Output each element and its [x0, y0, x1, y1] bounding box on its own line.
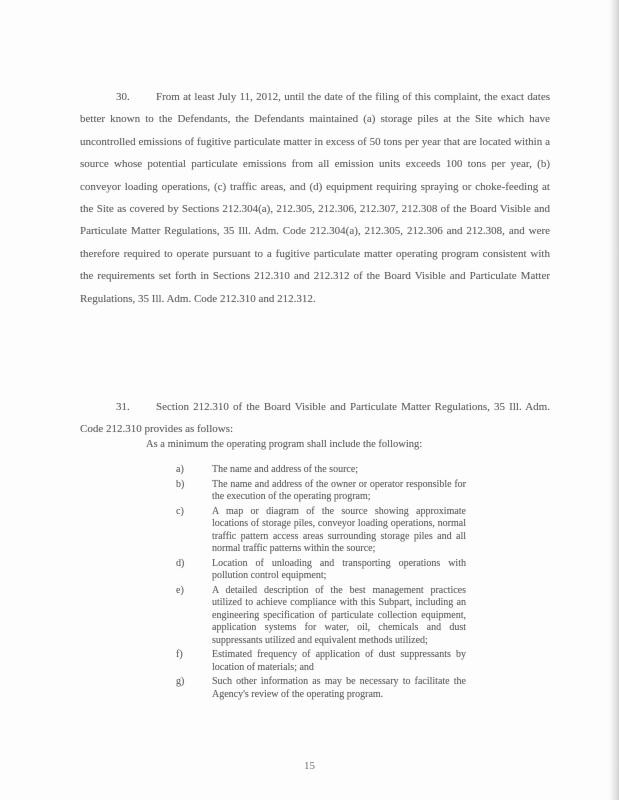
- list-item: [176, 558, 466, 583]
- list-marker: f): [176, 649, 183, 660]
- list-item-text: The name and address of the source;: [212, 464, 359, 475]
- list-marker: g): [176, 676, 185, 687]
- list-item-text: Such other information as may be necessary to facilitate the Agency's review of the operating program.: [212, 676, 466, 700]
- list-marker: d): [176, 557, 185, 569]
- list-item: [176, 649, 466, 674]
- quote-intro: As a minimum the operating program shall include the following:: [146, 439, 423, 450]
- paragraph-text: From at least July 11, 2012, until the date of the filing of this complaint, the exact dates better known to the Defendants, the Defendants maintained (a) storage piles at the Site which have uncontrolled emissions of fugitive particulate matter in excess of 50 tons per year that are located within a source whose potential particulate emissions from all emission units exceeds 100 tons per year, (b) conveyor loading operations, (c) traffic areas, and (d) equipment requiring spraying or choke-feeding at the Site as covered by Sections 212.304(a), 212.305, 212.306, 212.307, 212.308 of the Board Visible and Particulate Matter Regulations, 35 Ill. Adm. Code 212.304(a), 212.305, 212.306 and 212.308, and were therefore required to operate pursuant to a fugitive particulate matter operating program consistent with the requirements set forth in Sections 212.310 and 212.312 of the Board Visible and Particulate Matter Regulations, 35 Ill. Adm. Code 212.310 and 212.312.: [80, 91, 550, 305]
- requirements-list: [176, 464, 466, 703]
- list-item-text: Estimated frequency of application of dust suppressants by location of materials; and: [212, 649, 466, 673]
- page-number: 15: [304, 760, 315, 772]
- list-marker: a): [176, 464, 184, 475]
- list-item-text: Location of unloading and transporting operations with pollution control equipment;: [212, 557, 466, 581]
- list-marker: e): [176, 584, 184, 596]
- list-item-text: The name and address of the owner or operator responsible for the execution of the operating program;: [212, 478, 466, 502]
- scan-shadow-edge: [609, 0, 619, 800]
- list-marker: c): [176, 505, 184, 517]
- list-item: [176, 506, 466, 556]
- paragraph-31: [80, 396, 550, 441]
- paragraph-number: 31.: [116, 401, 130, 413]
- paragraph-text: Section 212.310 of the Board Visible and Particulate Matter Regulations, 35 Ill. Adm. Code 212.310 provides as follows:: [80, 401, 550, 436]
- list-item-text: A map or diagram of the source showing approximate locations of storage piles, conveyor loading operations, normal traffic pattern access areas surrounding storage piles and all normal traffic patterns within the source;: [212, 505, 466, 554]
- paragraph-number: 30.: [116, 91, 130, 103]
- list-item: [176, 585, 466, 648]
- list-marker: b): [176, 478, 185, 490]
- list-item: [176, 676, 466, 701]
- list-item: [176, 479, 466, 504]
- list-item-text: A detailed description of the best management practices utilized to achieve compliance with this Subpart, including an engineering specification of particulate collection equipment, application systems for water, oil, chemicals and dust suppressants utilized and equivalent methods utilized;: [212, 584, 466, 646]
- list-item: [176, 464, 466, 477]
- paragraph-30: [80, 86, 550, 310]
